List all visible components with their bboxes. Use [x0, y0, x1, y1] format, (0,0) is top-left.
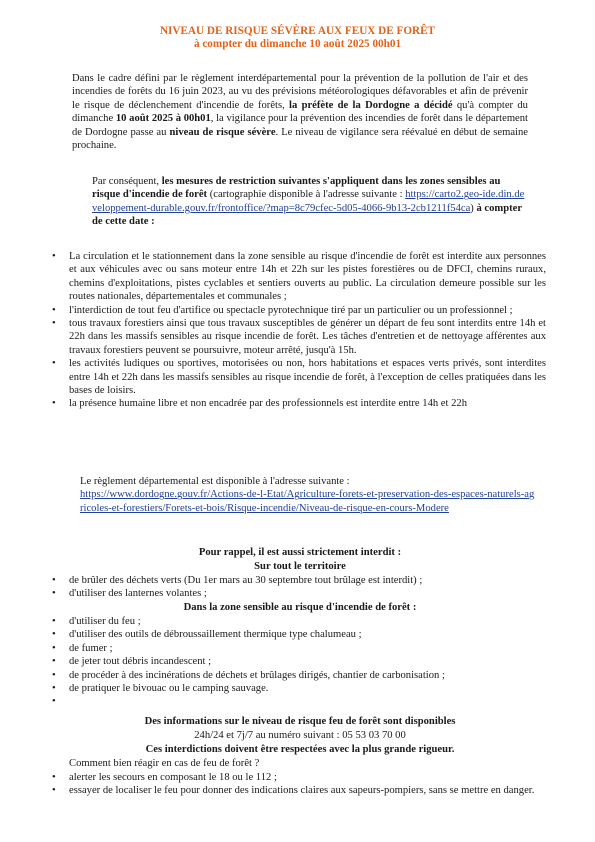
list-item [0, 615, 546, 628]
list-item [0, 695, 546, 708]
info-line-2: 24h/24 et 7j/7 au numéro suivant : 05 53 03 70 00 [194, 730, 406, 741]
fire-help-item-text: essayer de localiser le feu pour donner des indications claires aux sapeurs-pompiers, sans se mettre en danger. [69, 785, 535, 797]
bullet: • [52, 588, 56, 600]
bullet: • [52, 318, 56, 330]
bullet: • [52, 251, 56, 262]
reminder-title: Pour rappel, il est aussi strictement interdit : [198, 547, 402, 558]
list-item [0, 655, 546, 668]
restrictions-list [0, 250, 546, 411]
list-item [0, 317, 546, 357]
zone-heading [72, 601, 528, 614]
territory-heading [72, 560, 528, 573]
info-line-1 [72, 715, 528, 728]
reminder-heading [72, 546, 528, 559]
restriction-text: la présence humaine libre et non encadrée par des professionnels est interdite entre 14h et 22h [69, 398, 467, 410]
list-item [0, 682, 546, 695]
empty-bullet: • [52, 696, 56, 708]
restriction-text: tous travaux forestiers ainsi que tous travaux susceptibles de générer un départ de feu sont interdits entre 14h et 22h dans les massifs sensibles au risque incendie de forêt. Les tâches d'entretien et de nettoyage afférentes aux travaux forestiers peuvent se poursuivre, moteur arrêté, jusqu'à 15h. [69, 318, 546, 356]
territory-item-text: de brûler des déchets verts (Du 1er mars au 30 septembre tout brûlage est interdit) ; [69, 575, 423, 586]
restriction-text: les activités ludiques ou sportives, motorisées ou non, hors habitations et espaces verts privés, sont interdites entre 14h et 22h dans les massifs sensibles au risque incendie de forêt, à l'exception de celles pratiquées dans les bases de loisirs. [69, 358, 546, 397]
title-line-1: NIVEAU DE RISQUE SÉVÈRE AUX FEUX DE FORÊT [159, 25, 436, 37]
bullet: • [52, 304, 56, 316]
info-line-3 [72, 743, 528, 756]
info-title: Des informations sur le niveau de risque feu de forêt sont disponibles [144, 716, 456, 727]
bullet: • [52, 616, 56, 627]
restriction-text: l'interdiction de tout feu d'artifice ou spectacle pyrotechnique tiré par un particulier ou un professionnel ; [69, 304, 513, 316]
measures-bold-2: à compter de cette date : [92, 202, 522, 228]
list-item [0, 784, 546, 797]
restriction-text: La circulation et le stationnement dans la zone sensible au risque d'incendie de forêt est interdite aux personnes et aux véhicules avec ou sans moteur entre 14h et 22h sur les pistes forestières ou de DFCI, chemins ruraux, chemins d'exploitations, pistes cyclables et sentiers ouverts au public. La circulation demeure possible sur les routes nationales, départementales et communales ; [69, 251, 546, 303]
fire-help-question: Comment bien réagir en cas de feu de forêt ? [69, 758, 260, 769]
zone-item-text: de fumer ; [69, 642, 113, 654]
zone-item-text: de procéder à des incinérations de déchets et brûlages dirigés, chantier de carbonisation ; [69, 669, 445, 681]
bullet: • [52, 642, 56, 654]
page-title [0, 25, 595, 51]
list-item [0, 771, 546, 784]
list-item [0, 587, 546, 600]
bullet: • [52, 669, 56, 681]
bullet: • [52, 358, 56, 370]
bullet: • [52, 629, 56, 641]
measures-bold-1: les mesures de restriction suivantes s'appliquent dans les zones sensibles au risque d'incendie de forêt [92, 176, 501, 201]
measures-paragraph [72, 175, 528, 229]
bullet: • [52, 683, 56, 695]
territory-item-text: d'utiliser des lanternes volantes ; [69, 588, 207, 600]
measures-text-2: (cartographie disponible à l'adresse suivante : [207, 189, 406, 201]
list-item [0, 250, 546, 304]
zone-title: Dans la zone sensible au risque d'incendie de forêt : [183, 602, 417, 613]
zone-list [0, 615, 546, 709]
title-line-2: à compter du dimanche 10 août 2025 00h01 [193, 38, 402, 50]
cartography-link[interactable]: https://carto2.geo-ide.din.developpement-durable.gouv.fr/frontoffice/?map=8c79cfec-5d05-4066-9b13-2cb1211f54ca [92, 189, 525, 214]
intro-text-4: . Le niveau de vigilance sera réévalué en début de semaine prochaine. [72, 126, 528, 152]
intro-bold-1: la préfète de la Dordogne a décidé [289, 99, 453, 111]
regulation-link[interactable]: https://www.dordogne.gouv.fr/Actions-de-l-Etat/Agriculture-forets-et-preservation-des-espaces-naturels-agricoles-et-forestiers/Forets-et-bois/Risque-incendie/Niveau-de-risque-en-cours-Modere [80, 489, 535, 514]
measures-text-3: ) [470, 202, 477, 214]
list-item [0, 304, 546, 317]
territory-list [0, 574, 546, 601]
list-item [0, 397, 524, 410]
bullet: • [52, 772, 56, 783]
list-item [0, 574, 546, 587]
list-item [0, 628, 546, 641]
bullet: • [52, 575, 56, 586]
zone-item-text: d'utiliser des outils de débroussaillement thermique type chalumeau ; [69, 629, 362, 641]
fire-help-list [0, 771, 546, 798]
zone-item-text: de pratiquer le bivouac ou le camping sauvage. [69, 683, 269, 695]
list-item [0, 357, 546, 397]
territory-title: Sur tout le territoire [254, 561, 346, 572]
bullet: • [52, 398, 56, 410]
intro-paragraph [72, 72, 528, 152]
list-item [0, 669, 546, 682]
info-warning: Ces interdictions doivent être respectées avec la plus grande rigueur. [145, 744, 455, 755]
measures-text-1: Par conséquent, [92, 176, 162, 187]
intro-text-2: qu'à compter du dimanche [72, 99, 528, 125]
fire-help-item-text: alerter les secours en composant le 18 ou le 112 ; [69, 772, 277, 783]
bullet: • [52, 785, 56, 797]
regulation-text: Le règlement départemental est disponible à l'adresse suivante : [80, 476, 350, 487]
intro-bold-date: 10 août 2025 à 00h01 [115, 113, 211, 125]
regulation-block [80, 475, 535, 515]
list-item [0, 642, 546, 655]
intro-text-3: , la vigilance pour la prévention des incendies de forêt dans le département de Dordogne passe au [72, 113, 528, 138]
intro-bold-level: niveau de risque sévère [169, 126, 276, 138]
zone-item-text: de jeter tout débris incandescent ; [69, 656, 212, 668]
zone-item-text: d'utiliser du feu ; [69, 616, 141, 627]
intro-text-1: Dans le cadre défini par le règlement interdépartemental pour la prévention de la pollution de l'air et des incendies de forêts du 16 juin 2023, au vu des prévisions météorologiques défavorables et afin de prévenir le risque de déclenchement d'incendie de forêts, [72, 73, 528, 111]
bullet: • [52, 656, 56, 668]
